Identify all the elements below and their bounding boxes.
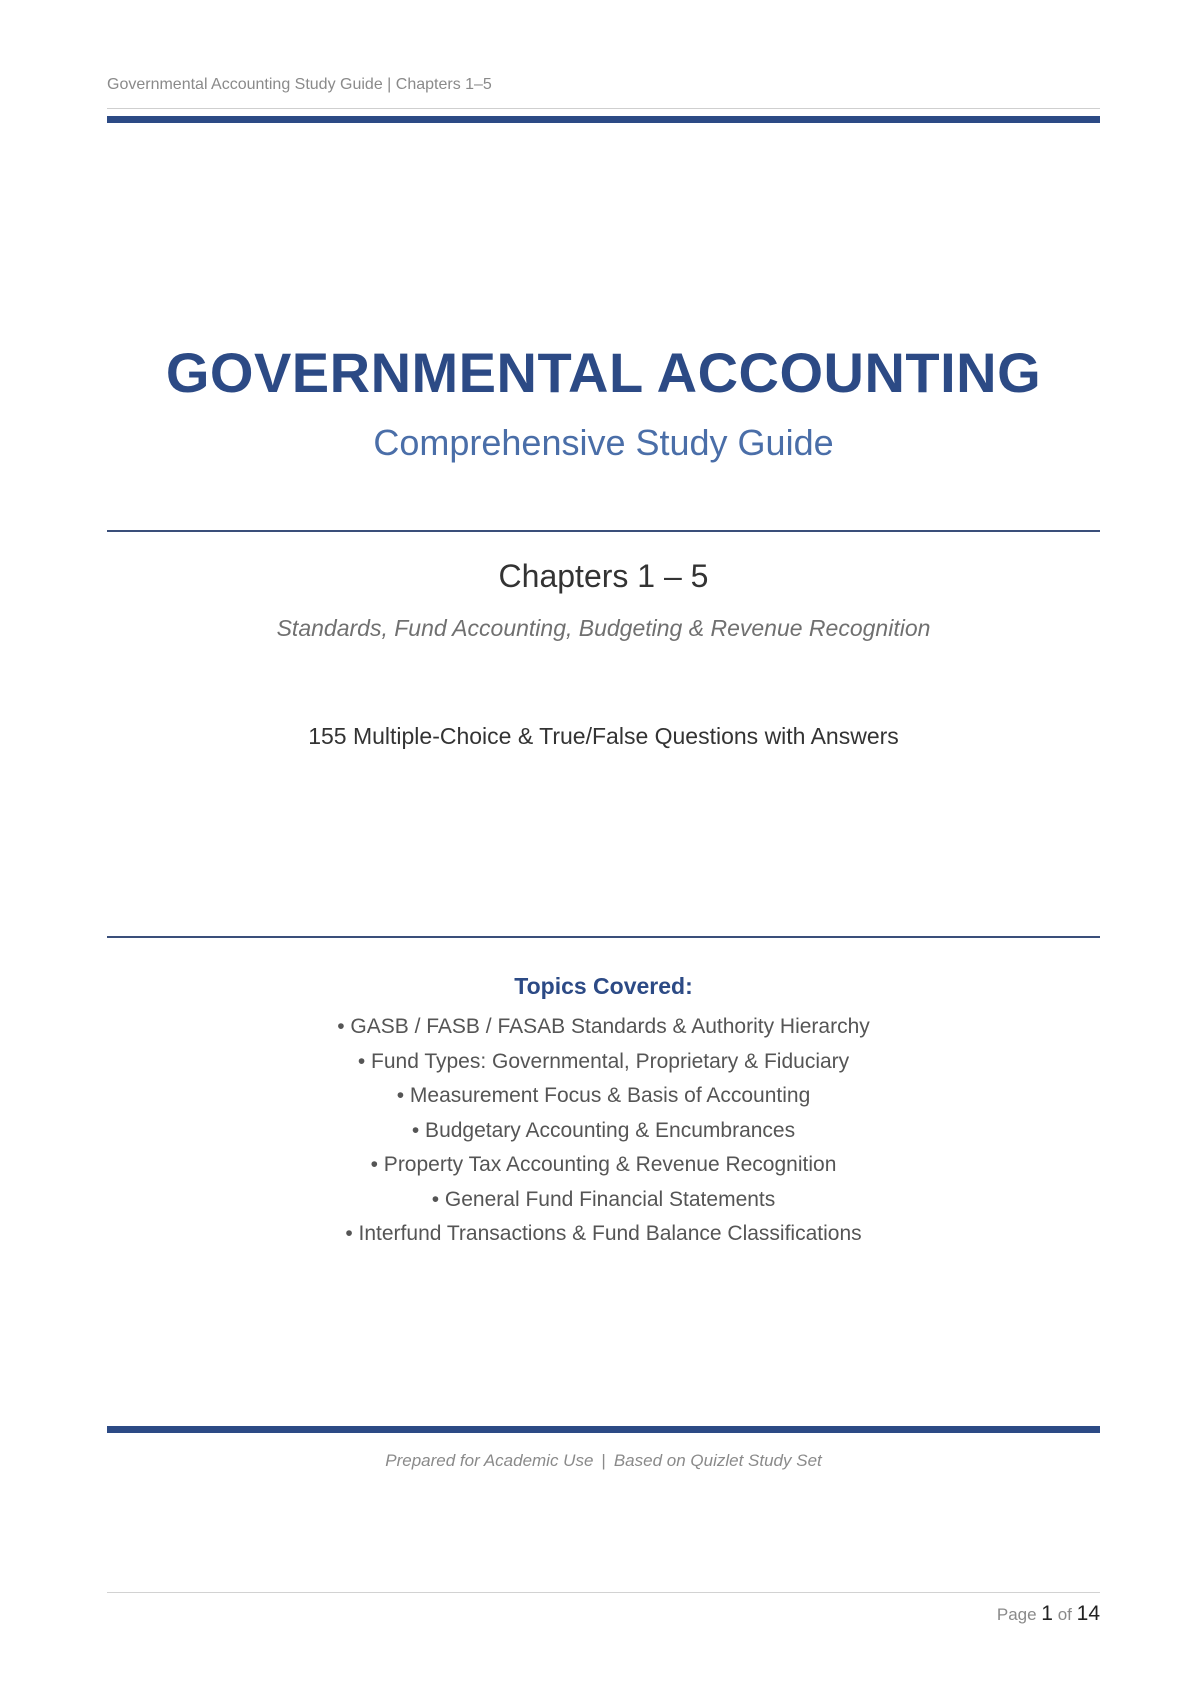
total-pages: 14 (1076, 1602, 1100, 1625)
topic-item: • GASB / FASB / FASAB Standards & Authority Hierarchy (337, 1015, 870, 1038)
header-thick-divider (107, 116, 1100, 123)
page-footer-divider (107, 1592, 1100, 1593)
footer-note-left: Prepared for Academic Use (385, 1451, 594, 1470)
question-count: 155 Multiple-Choice & True/False Questions with Answers (308, 723, 899, 749)
topics-list (107, 1010, 1100, 1252)
current-page: 1 (1041, 1602, 1053, 1625)
footer-note (107, 1451, 1100, 1471)
topic-item: • Fund Types: Governmental, Proprietary & Fiduciary (357, 1049, 850, 1073)
footer-note-right: Based on Quizlet Study Set (613, 1451, 822, 1470)
header-thin-divider (107, 108, 1100, 109)
title-divider (107, 530, 1100, 532)
page-label: Page (996, 1605, 1037, 1624)
document-subtitle: Comprehensive Study Guide (373, 422, 834, 463)
document-title: GOVERNMENTAL ACCOUNTING (165, 341, 1042, 404)
page-number (997, 1602, 1100, 1626)
topic-item: • Measurement Focus & Basis of Accounting (396, 1084, 811, 1107)
chapters-description: Standards, Fund Accounting, Budgeting & Revenue Recognition (276, 615, 931, 641)
topics-heading: Topics Covered: (514, 973, 693, 999)
topic-item: • General Fund Financial Statements (431, 1187, 776, 1211)
footer-thick-divider (107, 1426, 1100, 1433)
chapters-range: Chapters 1 – 5 (498, 558, 709, 594)
topics-divider (107, 936, 1100, 938)
topic-item: • Property Tax Accounting & Revenue Recognition (370, 1153, 837, 1176)
topic-item: • Interfund Transactions & Fund Balance Classifications (345, 1222, 862, 1245)
of-label: of (1057, 1605, 1072, 1624)
topic-item: • Budgetary Accounting & Encumbrances (411, 1118, 796, 1142)
footer-note-separator: | (601, 1451, 606, 1470)
running-header: Governmental Accounting Study Guide | Chapters 1–5 (107, 76, 492, 93)
